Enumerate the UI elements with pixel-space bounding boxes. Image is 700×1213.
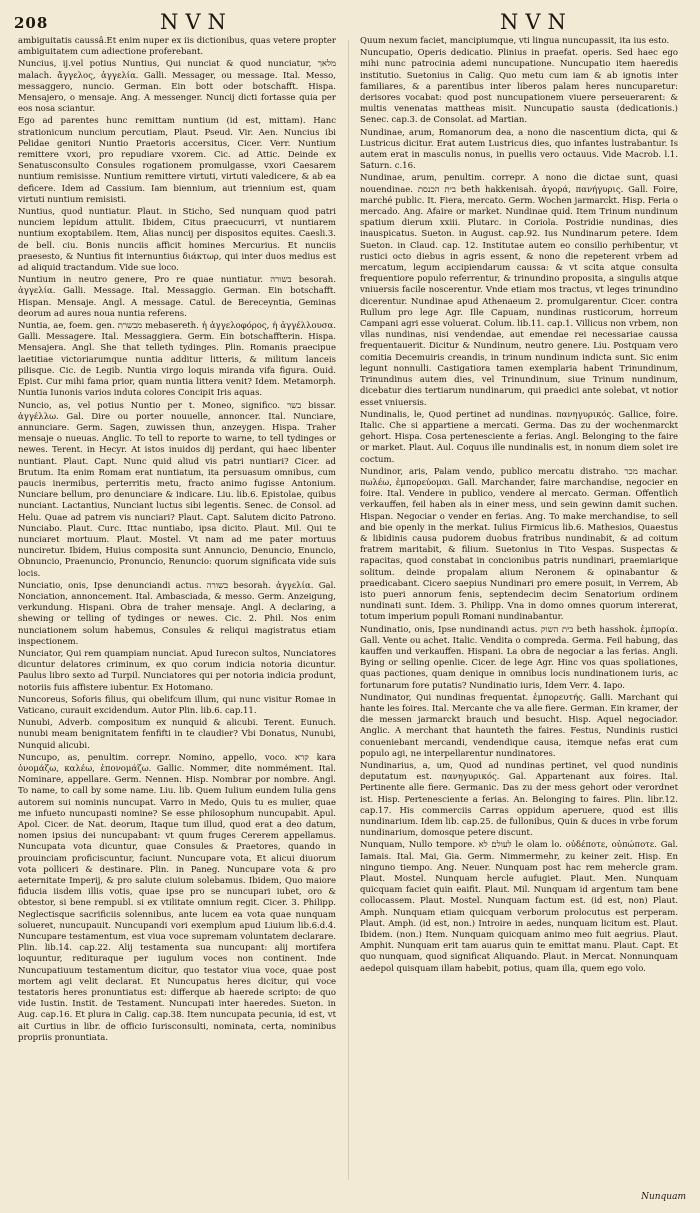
dictionary-entry: ambiguitatis caussâ.Et enim nuper ex iis dictionibus, quas vetere propter ambiguitatem cum adiectione proferebant. xyxy=(18,36,336,58)
dictionary-entry: Nunciatio, onis, Ipse denunciandi actus. בשורה besorah. ἀγγελία. Gal. Nonciation, annoncement. Ital. Ambasciada, & messo. Germ. Anzeigung, verkundung. Hispani. Obra de traher mensaje. Angl. A declaring, a shewing or telling of tydinges or newes. Cic. 2. Phil. Nos enim nunciationem solum habemus, Consules & reliqui magistratus etiam inspectionem. xyxy=(18,580,336,647)
running-head-right: NVN xyxy=(500,10,573,34)
dictionary-entry: Nuncius, ij.vel potius Nuntius, Qui nunciat & quod nunciatur, מלאך malach. ἄγγελος, ἀγγελία. Galli. Messager, ou message. Ital. Messo, messaggero, nuncio. German. Ein bott oder botschafft. Hispa. Mensajero, o mensaje. Ang. A messenger. Nuncij dicti fortasse quia per eos nosa sciantur. xyxy=(18,59,336,115)
running-head-left: NVN xyxy=(160,10,233,34)
dictionary-entry: Nuntius, quod nuntiatur. Plaut. in Sticho, Sed nunquam quod patri nunciem lepidum attulit. Ibidem, Citus praecucurri, vt nuntiarem nuntium exoptabilem. Item, Alias nuncij per dispositos equites. Caesli.3. de bell. ciu. Bonis nunciis afficit homines Mercurius. Et nunciis praesesto, & Nuntius fit internuntius διάκτωρ, qui inter duos medius est ad aliquid tractandum. Vide sue loco. xyxy=(18,207,336,274)
dictionary-entry: Nunciator, Qui rem quampiam nunciat. Apud Iurecon sultos, Nunciatores dicuntur delatores criminum, ex quo corum indicia notoria dicuntur. Paulus libro sexto ad Turpil. Nunciatores qui per notoria indicia produnt, notoriis fuis affistere iubentur. Ex Hotomano. xyxy=(18,648,336,693)
dictionary-entry: Nuncio, as, vel potius Nuntio per t. Moneo, significo. בשר bissar. ἀγγέλλω. Gal. Dire ou porter nouuelle, annoncer. Ital. Nunciare, annunciare. Germ. Sagen, zuwissen thun, anzeygen. Hispa. Traher mensaje o nueuas. Anglic. To tell to reporte to warne, to tell tydinges or newes. Terent. in Hecyr. At istos inuidos dij perdant, qui haec libenter nuntiant. Plaut. Capt. Nunc quid aliud vis patri nuntiari? Cicer. ad Brutum. Ita enim Romam erat nuntiatum, ita persuasum omnibus, cum paucis inermibus, perterritis metu, fracto animo fugisse Antonium. Nunciare bellum, pro denunciare & indicare. Liu. lib.6. Epistolae, quibus nunciant. Lactantius, Nunciant luctus sibi legentis. Senec. de Consol. ad Helu. Quae ad patrem vis nunciari? Plaut. Capt. Salutem dicito Patrono. Nunciabo. Plaut. Curc. Ittac nuntiabo, ipsa dicito. Plaut. Mil. Qui te nunciaret mortuum. Plaut. Mostel. Vt nam ad me pater mortuus nunciretur. Ibidem, Huius composita sunt Annuncio, Denuncio, Enuncio, Obnuncio, Praenuncio, Pronuncio, Renuncio: quorum significata vide suis locis. xyxy=(18,400,336,579)
folio-number: 208 xyxy=(14,14,49,32)
dictionary-entry: Nuntium in neutro genere, Pro re quae nuntiatur. בשורה besorah. ἀγγελία. Galli. Message. Ital. Messaggio. German. Ein botschafft. Hispan. Mensaje. Angl. A message. Catul. de Bereceyntia, Geminas deorum ad aures noua nuntia referens. xyxy=(18,275,336,319)
dictionary-entry: Nundinae, arum, penultim. correpr. A nono die dictae sunt, quasi nouendinae. בית הכנסת beth hakkenisah. ἀγορά, πανήγυρις. Gall. Foire, marché public. It. Fiera, mercato. Germ. Wochen jarmarckt. Hisp. Feria o mercado. Ang. Afaire or market. Nundinae quid. Item Trinum nundinum spatium dierum xxiii. Plutarc. in Coriola. Postridie nundinas, dies inauspicatus. Sueton. in August. cap.92. Ius Nundinarum petere. Idem Sueton. in Claud. cap. 12. Institutae autem eo consilio perhibentur, vt rustici octo diebus in agris essent, & nono die repeterent vrbem ad mercatum, legum accipiendarum caussa: & vt scita atque consulta frequentiore populo referrentur, & trinundino proposita, a singulis atque vniuersis facile noscerentur. Vnde etiam mos tractus, vt leges trinundino dicerentur. Nundinae apud Athenaeum 2. promulgarentur. Cicer. contra Rullum pro lege Agr. Ille Capuam, nundinas rusticorum, horreum Campani agri esse voluerat. Colum. lib.11. cap.1. Villicus non vrbem, non vllas nundinas, nisi vendendae, aut emendae rei necessariae caussa frequentauerit. Dicitur & Nundinum, neutro genere. Liu. Postquam vero comitia Decemuiris creandis, in trinum nundinum indicta sunt. Sic enim legunt nonnulli. Castigatiora tamen exemplaria habent Trinundinum, Trinundinus autem dies, vel Trinundinum, siue Trinum nundinum, dicebatur dies tertiarum nundinarum, qui praedici ante solebat, vt notior esset vniuersis. xyxy=(360,173,678,408)
dictionary-entry: Nundinarius, a, um, Quod ad nundinas pertinet, vel quod nundinis deputatum est. πανηγυρικός. Gal. Appartenant aux foires. Ital. Pertinente alle fiere. Germanic. Das zu der mess gehort oder verordnet ist. Hisp. Pertenesciente a ferias. An. Belonging to faires. Plin. libr.12. cap.17. His commerciis Carras oppidum aperuere, quod est illis nundinarium. Idem lib. cap.25. de fullonibus, Quin & duces in vrbe forum nundinarium, domosque petere discunt. xyxy=(360,761,678,839)
dictionary-entry: Nuncupatio, Operis dedicatio. Plinius in praefat. operis. Sed haec ego mihi nunc patrocinia ademi nuncupatione. Nuncupatio item haeredis institutio. Suetonius in Calig. Quo metu cum iam & ab ignotis inter familiares, & a parentibus inter liberos palam heres nuncuparetur: derisores vocabat: quod post nuncupationem viuere perseuerarent: & multis venenatas mattheas misit. Nuncupatio sausta (dedicationis.) Senec. cap.3. de Consolat. ad Martian. xyxy=(360,48,678,126)
dictionary-entry: Nundinor, aris, Palam vendo, publico mercatu distraho. מכר machar. πωλέω, ἐμπορεύομαι. Gall. Marchander, faire marchandise, negocier en foire. Ital. Vendere in publico, vendere al mercato. German. Offentlich verkauffen, feil haben als in einer mess, und sein gewinn damit suchen. Hispan. Negociar o vender en ferias. Ang. To make merchandise, to sell and bie openly in the merkat. Iulius Firmicus lib.6. Mathesios, Quaestus & libidinis causa pudorem duobus fratribus nundinabit, & ad coitum fratrem maritabit, & filium. Suetonius in Tito Vespas. Suspectas & rapacitas, quod constabat in concionibus patris nundinari, praemiarique solitum. deinde propalam alium Neronem & opinabantur & praedicabant. Cicero saepius Nundinari pro emere posuit, in Verrem, Ab isto pueri annorum fenis, septendecim decim Senatorium ordinem nundinati sunt. Idem. 3. Philipp. Vna in domo omnes quorum intererat, totum imperium populi Romani nundinabantur. xyxy=(360,466,678,623)
dictionary-entry: Nuntia, ae, foem. gen. מבשרת mebasereth. ἡ ἀγγελοφόρος, ἡ ἀγγέλλουσα. Galli. Messagere. Ital. Messaggiera. Germ. Ein botschaffterin. Hispa. Mensajera. Angl. She that telleth tydinges. Plin. Romanis praecipue laetitiae victoriarumque nuntia additur litteris, & militum lanceis pilisque. Cic. de Legib. Nuntia virgo loquis miranda vifa figura. Ouid. Epist. Cur mihi fama prior, quam nuntia littera venit? Idem. Metamorph. Nuntia Iunonis varios induta colores Concipit Iris aquas. xyxy=(18,321,336,399)
catchword: Nunquam xyxy=(641,1192,686,1202)
dictionary-entry: Ego ad parentes hunc remittam nuntium (id est, mittam). Hanc strationicum nuncium percutiam, Plaut. Pseud. Vir. Aen. Nuncius ibi Pelidae genitori Nuntio Praetoris accersitus, Cicer. Verr. Nuntium remittere vxori, pro repudiare vxorem. Cic. ad Attic. Deinde ex Senatusconsulto Consules rogationem promulgasse, vxori Caesarem nuntium remisisse. Nuntium remittere virtuti, virtuti valedicere, & ab ea deficere. Idem ad Cassium. Iam biennium, aut triennium est, quam virtuti nuntium remisisti. xyxy=(18,116,336,205)
page-header xyxy=(0,10,700,36)
dictionary-entry: Nunubi, Adverb. compositum ex nunquid & alicubi. Terent. Eunuch. nunubi meam benignitatem fenfifti in te claudier? Vbi Donatus, Nunubi, Nunquid alicubi. xyxy=(18,718,336,751)
dictionary-entry: Nundinator, Qui nundinas frequentat. ἐμπορευτής. Galli. Marchant qui hante les foires. Ital. Mercante che va alle fiere. German. Ein kramer, der die messen jarmarckt brauch und besucht. Hisp. Aquel negociador. Anglic. A merchant that haunteth the faires. Festus, Nundinis rustici conueniebant mercandi, vendendique causa, itemque nefas erat cum populo agi, ne interpellarentur nundinatores. xyxy=(360,692,678,759)
left-column xyxy=(18,36,336,1186)
dictionary-entry: Nundinalis, le, Quod pertinet ad nundinas. πανηγυρικός. Gallice, foire. Italic. Che si appartiene a mercati. Germa. Das zu der wochenmarckt gehort. Hispa. Cosa pertenesciente a ferias. Angl. Belonging to the faire or market. Plaut. Aul. Coquus ille nundinalis est, in nonum diem solet ire coctum. xyxy=(360,409,678,465)
dictionary-entry: Nuncoreus, Soforis filius, qui obelifcum illum, qui nunc visitur Romae in Vaticano, curauit excidendum. Autor Plin. lib.6. cap.11. xyxy=(18,694,336,716)
dictionary-entry: Quum nexum faciet, mancipiumque, vti lingua nuncupassit, ita ius esto. xyxy=(360,36,670,46)
dictionary-entry: Nundinae, arum, Romanorum dea, a nono die nascentium dicta, qui & Lustricus dicitur. Erat autem Lustricus dies, quo infantes lustrabantur. Is autem erat in masculis nonus, in puellis vero octauus. Vide Macrob. l.1. Saturn. c.16. xyxy=(360,127,678,172)
column-divider xyxy=(348,40,349,1180)
right-column xyxy=(360,36,678,1186)
dictionary-entry: Nundinatio, onis, Ipse nundinandi actus. בית השוק beth hasshok. ἐμπορία. Gall. Vente ou achet. Italic. Vendita o compreda. Germa. Feil habung, das kauffen und verkauffen. Hispani. La obra de negociar a las ferias. Angli. Bying or selling openlie. Cicer. de lege Agr. Hinc vos quas spoliationes, quas pactiones, quam denique in omnibus locis nundinationem iuris, ac fortunarum fore putatis? Nundinatio iuris, Idem Verr. 4. Iapo. xyxy=(360,624,678,691)
dictionary-entry: Nunquam, Nullo tempore. לעולם לא le olam lo. οὐδέποτε, οὐπώποτε. Gal. Iamais. Ital. Mai, Gia. Germ. Nimmermehr, zu keiner zeit. Hisp. En ninguno tiempo. Ang. Neuer. Nunquam post hac rem mehercle gram. Plaut. Mostel. Nunquam hercle aufugiet. Plaut. Men. Nunquam quicquam faciet quin eaifit. Plaut. Mil. Nunquam id argentum tam bene collocassem. Plaut. Mostel. Nunquam factum est. (id est, non) Plaut. Amph. Nunquam etiam quicquam verborum prolocutus est perperam. Plaut. Amph. (id est, non.) Introire in aedes, nunquam licitum est. Plaut. Ibidem. (non.) Item. Nunquam quicquam animo meo fuit aegrius. Plaut. Amphit. Nunquam erit tam auarus quin te emittat manu. Plaut. Capt. Et quo nunquam, quod significat Aliquando. Plaut. in Mercat. Nonnunquam aedepol quisquam illam habebit, potius, quam illa, quem ego volo. xyxy=(360,840,678,974)
dictionary-entry: Nuncupo, as, penultim. correpr. Nomino, appello, voco. קרא kara ὀνομάζω, καλέω, ἐπονομάζω. Gallic. Nommer, dite nommément. Ital. Nominare, appellare. Germ. Nennen. Hisp. Nombrar por nombre. Angl. To name, to call by some name. Liu. lib. Quem Iulium eundem Iulia gens autorem sui nominis nuncupat. Varro in Medo, Quis tu es mulier, quae me infueto nuncupasti nomine? Se esse philosophum nuncupabit. Apul. Apol. Cicer. de Nat. deorum, Itaque tum illud, quod erat a deo datum, nomen ipsius dei nuncupabant: vt quum fruges Cererem appellamus. Nuncupata vota dicuntur, quae Consules & Praetores, quando in prouinciam proficiscuntur, faciunt. Nuncupare vota, Et alicui diuorum vota polliceri & destinare. Plin. in Paneg. Nuncupare vota & pro aeternitate Imperij, & pro salute ciuium solebamus. Ibidem, Quo maiore fiducia iisdem illis votis, quae ipse pro se nuncupari iubet, oro & obtestor, si bene rempubl. si ex vtilitate omnium regit. Cicer. 3. Philipp. Neglectisque sacrificiis solennibus, ante lucem ea vota quae nunquam solueret, nuncupauit. Nuncupandi vori exemplum apud Liuium lib.6.d.4. Nuncupare testamentum, est viua voce supremam voluntatem declarare. Plin. lib.14. cap.22. Alij testamenta sua nuncupant: alij mortifera loquuntur, redituraque per iugulum voces non continent. Inde Nuncupatiuum testamentum dicitur, quo testator viua voce, quae post mortem agi velit declarat. Et Nuncupatus heres dicitur, qui voce testatoris heres pronuntiatus est: differque ab haerede scripto: de quo vide Iustin. Instit. de Testament. Nuncupati inter haeredes. Sueton. in Aug. cap.16. Et plura in Calig. cap.38. Item nuncupata pecunia, id est, vt ait Curtius in libr. de officio Iurisconsulti, nominata, certa, nominibus propriis pronuntiata. xyxy=(18,752,336,1043)
